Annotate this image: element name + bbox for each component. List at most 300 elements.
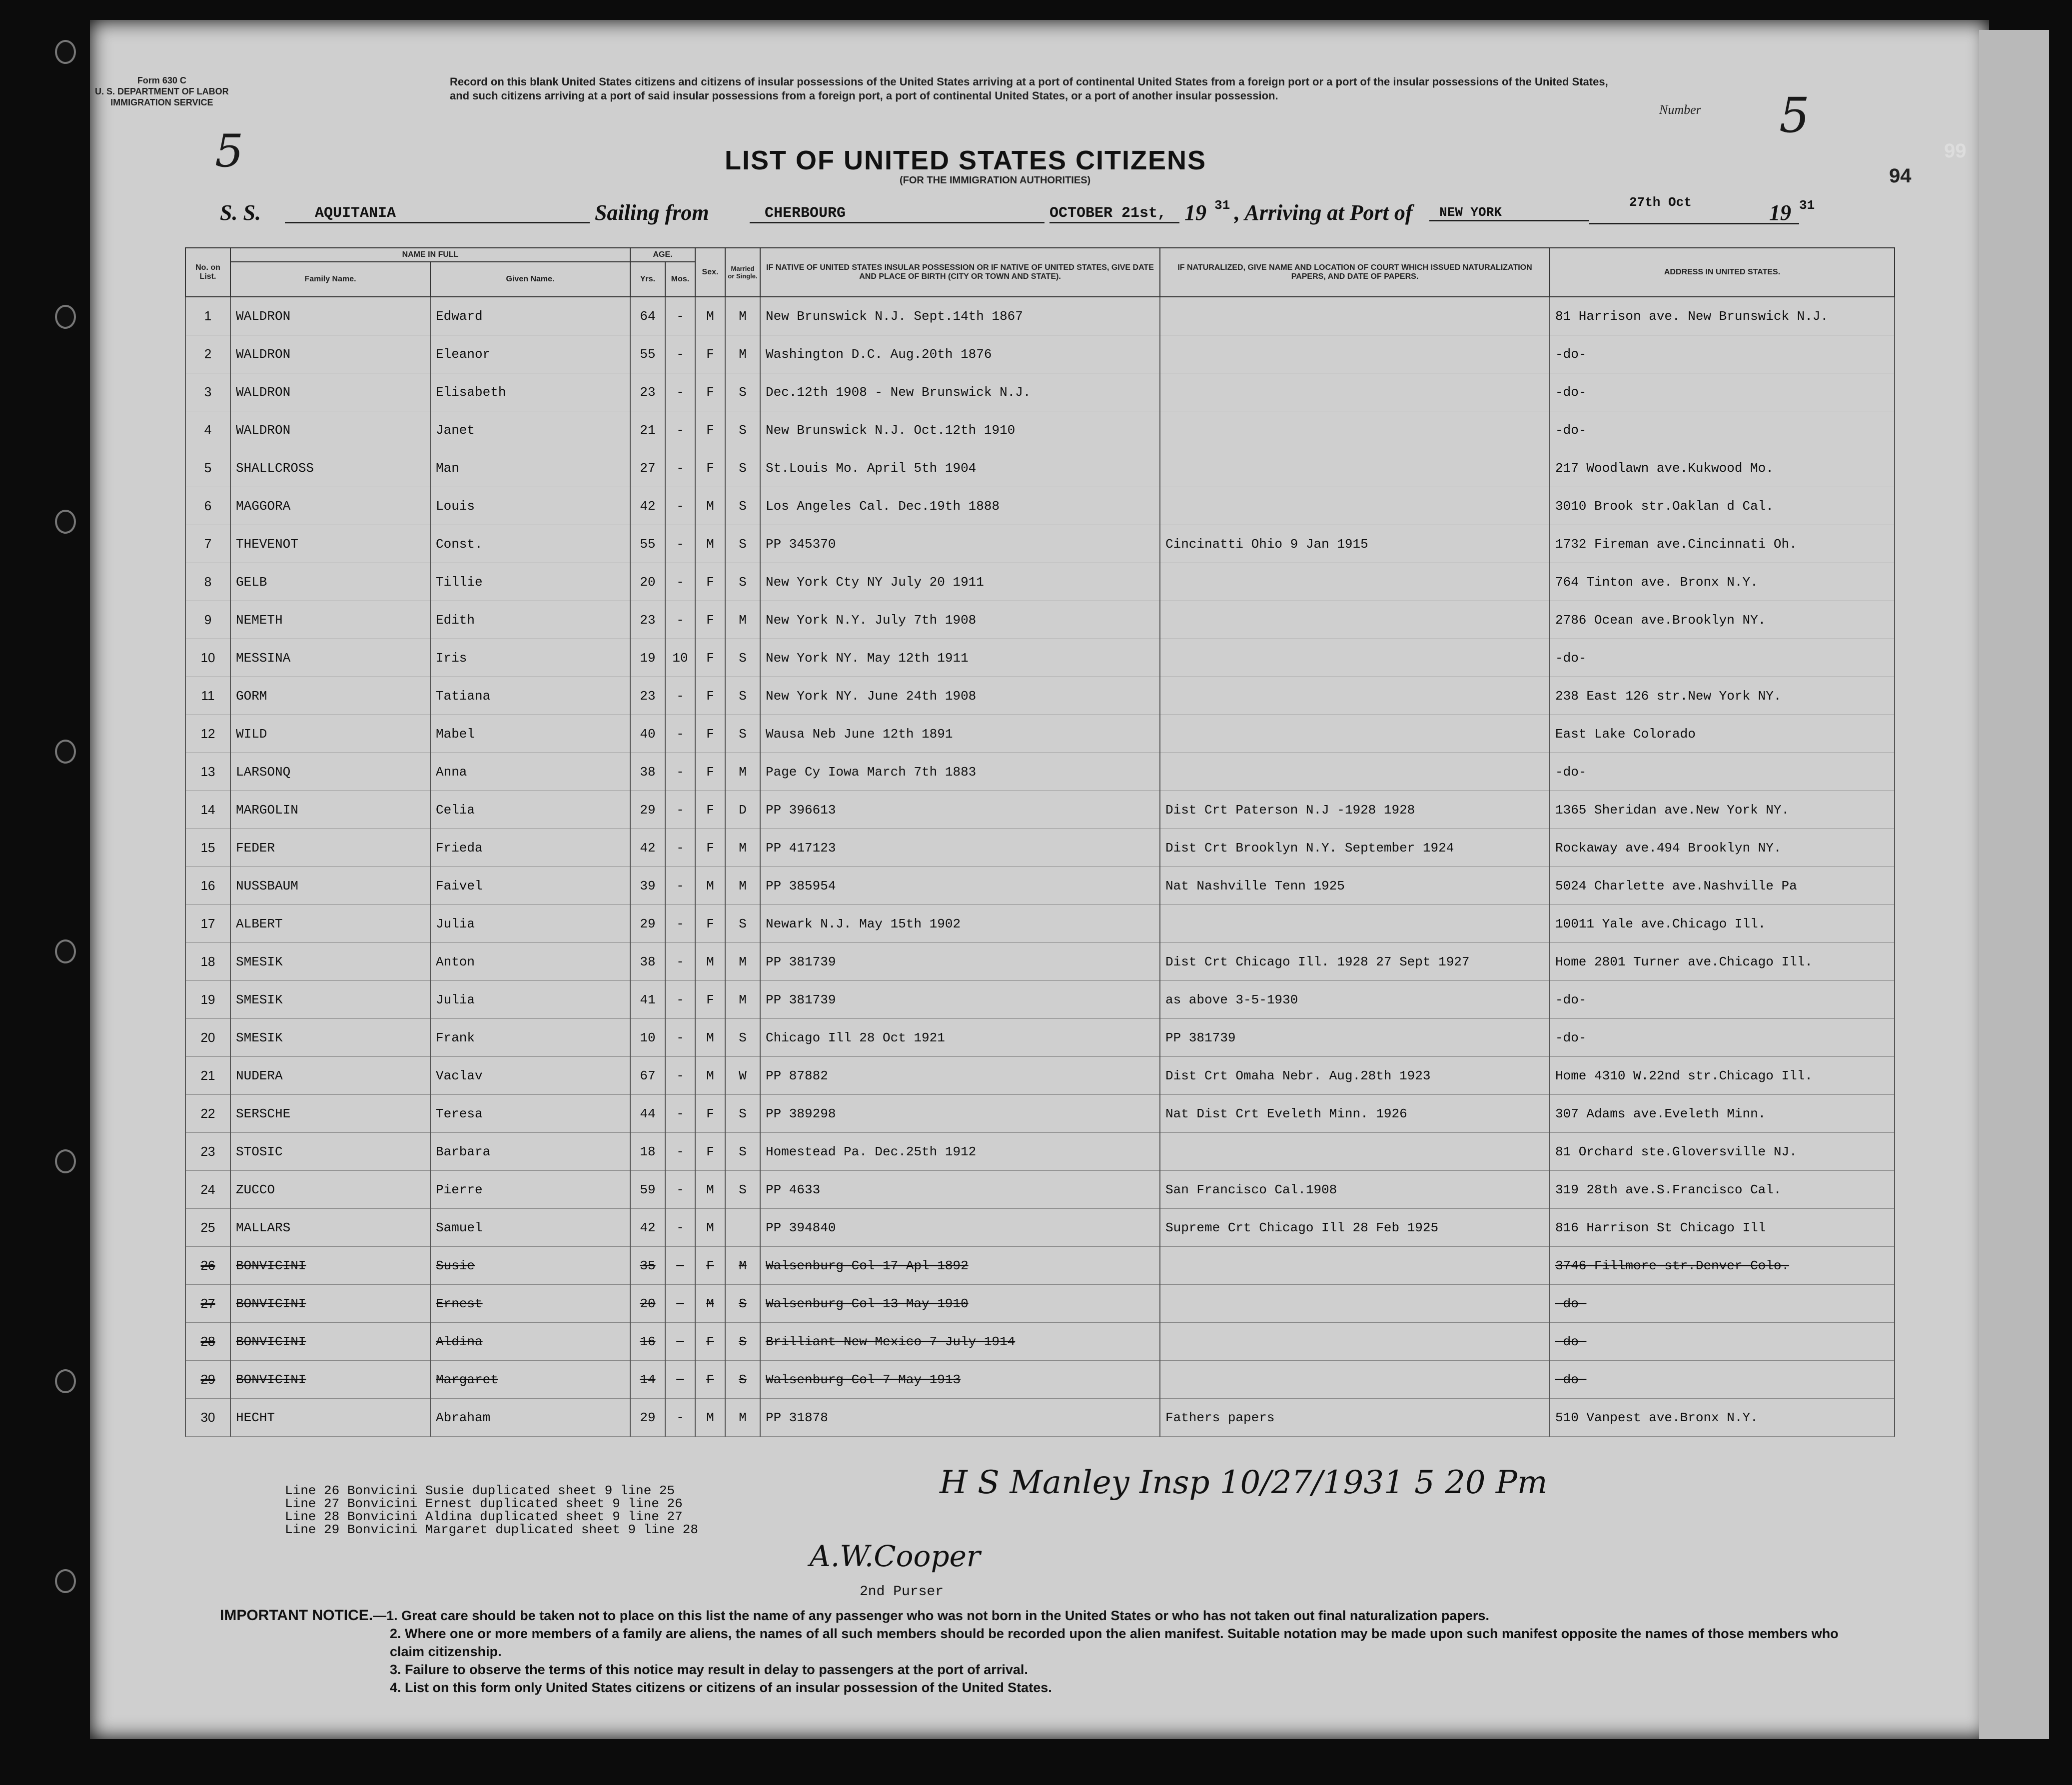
sailing-port: CHERBOURG (750, 205, 1044, 223)
us-address-cell: -do- (1550, 335, 1895, 373)
marital-status-cell: S (725, 1171, 760, 1209)
col-header-birth: IF NATIVE OF UNITED STATES INSULAR POSSESSION OR IF NATIVE OF UNITED STATES, GIVE DATE AND PLACE OF BIRTH (CITY OR TOWN AND STATE). (760, 248, 1160, 297)
given-name-cell: Margaret (430, 1361, 630, 1399)
age-months-cell: - (665, 563, 695, 601)
row-number-cell: 13 (185, 753, 230, 791)
age-months-cell: - (665, 867, 695, 905)
department-label: U. S. DEPARTMENT OF LABOR (95, 86, 229, 96)
given-name-cell: Louis (430, 487, 630, 525)
sex-cell: F (695, 1323, 725, 1361)
row-number-cell: 20 (185, 1019, 230, 1057)
naturalization-info-cell (1160, 601, 1550, 639)
age-years-cell: 42 (630, 829, 665, 867)
sex-cell: F (695, 373, 725, 411)
number-value: 5 (1779, 87, 1810, 143)
naturalization-info-cell (1160, 1285, 1550, 1323)
table-row (185, 753, 1895, 791)
birth-info-cell: PP 31878 (760, 1399, 1160, 1437)
intro-text: Record on this blank United States citizens and citizens of insular possessions of the United States arriving at a port of continental United States from a foreign port or a port of the insular possessions of the United States, and such citizens arriving at a port of said insular possessions from a foreign port, a port of continental United States, or a port of another insular possession. (450, 75, 1608, 102)
marital-status-cell: S (725, 905, 760, 943)
naturalization-info-cell (1160, 563, 1550, 601)
table-row (185, 563, 1895, 601)
age-years-cell: 39 (630, 867, 665, 905)
row-number-cell: 19 (185, 981, 230, 1019)
naturalization-info-cell: Dist Crt Paterson N.J -1928 1928 (1160, 791, 1550, 829)
marital-status-cell: S (725, 677, 760, 715)
binder-hole (55, 305, 76, 329)
marital-status-cell: S (725, 1323, 760, 1361)
marital-status-cell: M (725, 335, 760, 373)
birth-info-cell: New York Cty NY July 20 1911 (760, 563, 1160, 601)
row-number-cell: 8 (185, 563, 230, 601)
row-number-cell: 18 (185, 943, 230, 981)
age-months-cell: - (665, 1361, 695, 1399)
us-address-cell: 307 Adams ave.Eveleth Minn. (1550, 1095, 1895, 1133)
table-row (185, 1399, 1895, 1437)
age-years-cell: 55 (630, 335, 665, 373)
family-name-cell: MAGGORA (230, 487, 430, 525)
row-number-cell: 1 (185, 297, 230, 335)
sex-cell: M (695, 297, 725, 335)
given-name-cell: Anton (430, 943, 630, 981)
page-subtitle: (FOR THE IMMIGRATION AUTHORITIES) (900, 175, 1091, 186)
family-name-cell: SMESIK (230, 943, 430, 981)
age-months-cell: - (665, 791, 695, 829)
sex-cell: F (695, 1247, 725, 1285)
family-name-cell: BONVICINI (230, 1361, 430, 1399)
us-address-cell: Rockaway ave.494 Brooklyn NY. (1550, 829, 1895, 867)
given-name-cell: Tillie (430, 563, 630, 601)
sex-cell: M (695, 1399, 725, 1437)
age-years-cell: 23 (630, 373, 665, 411)
table-row (185, 943, 1895, 981)
table-row (185, 411, 1895, 449)
row-number-cell: 11 (185, 677, 230, 715)
table-row (185, 335, 1895, 373)
row-number-cell: 9 (185, 601, 230, 639)
age-months-cell: - (665, 449, 695, 487)
family-name-cell: MALLARS (230, 1209, 430, 1247)
naturalization-info-cell (1160, 715, 1550, 753)
sex-cell: M (695, 487, 725, 525)
table-row (185, 525, 1895, 563)
row-number-cell: 29 (185, 1361, 230, 1399)
naturalization-info-cell (1160, 411, 1550, 449)
us-address-cell: 1365 Sheridan ave.New York NY. (1550, 791, 1895, 829)
family-name-cell: ALBERT (230, 905, 430, 943)
age-years-cell: 29 (630, 1399, 665, 1437)
birth-info-cell: New York N.Y. July 7th 1908 (760, 601, 1160, 639)
marital-status-cell: M (725, 867, 760, 905)
us-address-cell: -do- (1550, 373, 1895, 411)
row-number-cell: 5 (185, 449, 230, 487)
row-number-cell: 24 (185, 1171, 230, 1209)
sex-cell: F (695, 791, 725, 829)
sex-cell: M (695, 943, 725, 981)
marital-status-cell: S (725, 373, 760, 411)
duplicate-notes (285, 1484, 698, 1536)
birth-info-cell: Chicago Ill 28 Oct 1921 (760, 1019, 1160, 1057)
sex-cell: M (695, 1057, 725, 1095)
row-number-cell: 23 (185, 1133, 230, 1171)
table-row (185, 905, 1895, 943)
number-label: Number (1659, 102, 1701, 117)
age-months-cell: 10 (665, 639, 695, 677)
age-years-cell: 20 (630, 563, 665, 601)
birth-info-cell: Washington D.C. Aug.20th 1876 (760, 335, 1160, 373)
age-years-cell: 64 (630, 297, 665, 335)
us-address-cell: -do- (1550, 753, 1895, 791)
birth-info-cell: PP 87882 (760, 1057, 1160, 1095)
sex-cell: M (695, 1019, 725, 1057)
age-years-cell: 41 (630, 981, 665, 1019)
sex-cell: F (695, 981, 725, 1019)
marital-status-cell: S (725, 1133, 760, 1171)
given-name-cell: Susie (430, 1247, 630, 1285)
row-number-cell: 30 (185, 1399, 230, 1437)
table-row (185, 601, 1895, 639)
row-number-cell: 2 (185, 335, 230, 373)
us-address-cell: 81 Orchard ste.Gloversville NJ. (1550, 1133, 1895, 1171)
given-name-cell: Barbara (430, 1133, 630, 1171)
family-name-cell: FEDER (230, 829, 430, 867)
given-name-cell: Julia (430, 981, 630, 1019)
table-row (185, 449, 1895, 487)
naturalization-info-cell: Cincinatti Ohio 9 Jan 1915 (1160, 525, 1550, 563)
page-mark: 5 (215, 125, 244, 177)
sex-cell: F (695, 829, 725, 867)
col-header-yrs: Yrs. (630, 262, 665, 297)
given-name-cell: Eleanor (430, 335, 630, 373)
age-months-cell: - (665, 1399, 695, 1437)
naturalization-info-cell: Dist Crt Brooklyn N.Y. September 1924 (1160, 829, 1550, 867)
given-name-cell: Frieda (430, 829, 630, 867)
note-line: Line 28 Bonvicini Aldina duplicated sheet 9 line 27 (285, 1509, 683, 1524)
age-years-cell: 21 (630, 411, 665, 449)
age-months-cell: - (665, 373, 695, 411)
birth-info-cell: Wausa Neb June 12th 1891 (760, 715, 1160, 753)
family-name-cell: SMESIK (230, 1019, 430, 1057)
arrival-year-prefix: 19 (1769, 200, 1791, 225)
family-name-cell: SMESIK (230, 981, 430, 1019)
us-address-cell: -do- (1550, 1361, 1895, 1399)
naturalization-info-cell: Fathers papers (1160, 1399, 1550, 1437)
given-name-cell: Teresa (430, 1095, 630, 1133)
naturalization-info-cell: Supreme Crt Chicago Ill 28 Feb 1925 (1160, 1209, 1550, 1247)
col-header-given: Given Name. (430, 262, 630, 297)
sex-cell: F (695, 449, 725, 487)
family-name-cell: NEMETH (230, 601, 430, 639)
naturalization-info-cell (1160, 297, 1550, 335)
given-name-cell: Pierre (430, 1171, 630, 1209)
given-name-cell: Abraham (430, 1399, 630, 1437)
given-name-cell: Elisabeth (430, 373, 630, 411)
us-address-cell: 1732 Fireman ave.Cincinnati Oh. (1550, 525, 1895, 563)
table-row (185, 297, 1895, 335)
row-number-cell: 14 (185, 791, 230, 829)
given-name-cell: Edward (430, 297, 630, 335)
age-months-cell: - (665, 829, 695, 867)
col-header-naturalized: IF NATURALIZED, GIVE NAME AND LOCATION OF COURT WHICH ISSUED NATURALIZATION PAPERS, AND DATE OF PAPERS. (1160, 248, 1550, 297)
given-name-cell: Tatiana (430, 677, 630, 715)
us-address-cell: East Lake Colorado (1550, 715, 1895, 753)
us-address-cell: -do- (1550, 1285, 1895, 1323)
notice-heading: IMPORTANT NOTICE. (220, 1607, 373, 1624)
us-address-cell: 5024 Charlette ave.Nashville Pa (1550, 867, 1895, 905)
row-number-cell: 26 (185, 1247, 230, 1285)
purser-signature: A.W.Cooper (810, 1539, 981, 1573)
us-address-cell: 3746 Fillmore str.Denver Colo. (1550, 1247, 1895, 1285)
age-months-cell: - (665, 1209, 695, 1247)
row-number-cell: 25 (185, 1209, 230, 1247)
age-months-cell: - (665, 905, 695, 943)
given-name-cell: Anna (430, 753, 630, 791)
age-years-cell: 19 (630, 639, 665, 677)
marital-status-cell: S (725, 411, 760, 449)
row-number-cell: 3 (185, 373, 230, 411)
table-row (185, 715, 1895, 753)
table-row (185, 1247, 1895, 1285)
family-name-cell: WALDRON (230, 297, 430, 335)
family-name-cell: BONVICINI (230, 1285, 430, 1323)
naturalization-info-cell: Dist Crt Omaha Nebr. Aug.28th 1923 (1160, 1057, 1550, 1095)
age-years-cell: 59 (630, 1171, 665, 1209)
age-years-cell: 35 (630, 1247, 665, 1285)
binder-hole (55, 1369, 76, 1393)
table-row (185, 487, 1895, 525)
given-name-cell: Janet (430, 411, 630, 449)
table-row (185, 1361, 1895, 1399)
us-address-cell: 319 28th ave.S.Francisco Cal. (1550, 1171, 1895, 1209)
age-months-cell: - (665, 981, 695, 1019)
marital-status-cell: M (725, 1247, 760, 1285)
us-address-cell: 10011 Yale ave.Chicago Ill. (1550, 905, 1895, 943)
age-years-cell: 10 (630, 1019, 665, 1057)
us-address-cell: 2786 Ocean ave.Brooklyn NY. (1550, 601, 1895, 639)
sex-cell: F (695, 601, 725, 639)
family-name-cell: MESSINA (230, 639, 430, 677)
us-address-cell: -do- (1550, 981, 1895, 1019)
binder-hole (55, 40, 76, 64)
birth-info-cell: Walsenburg Col 7 May 1913 (760, 1361, 1160, 1399)
ship-name: AQUITANIA (285, 205, 590, 223)
age-months-cell: - (665, 943, 695, 981)
birth-info-cell: New York NY. June 24th 1908 (760, 677, 1160, 715)
binder-hole (55, 1569, 76, 1593)
family-name-cell: BONVICINI (230, 1323, 430, 1361)
sex-cell: F (695, 677, 725, 715)
family-name-cell: GORM (230, 677, 430, 715)
age-months-cell: - (665, 715, 695, 753)
age-months-cell: - (665, 1247, 695, 1285)
side-number-2: 99 (1944, 140, 1967, 162)
arriving-label: , Arriving at Port of (1234, 200, 1413, 225)
row-number-cell: 22 (185, 1095, 230, 1133)
row-number-cell: 10 (185, 639, 230, 677)
table-row (185, 1095, 1895, 1133)
age-years-cell: 38 (630, 943, 665, 981)
family-name-cell: WALDRON (230, 335, 430, 373)
underlying-page-edge (1979, 30, 2049, 1739)
sex-cell: M (695, 1285, 725, 1323)
sex-cell: F (695, 411, 725, 449)
manifest-table (185, 247, 1895, 1437)
us-address-cell: 510 Vanpest ave.Bronx N.Y. (1550, 1399, 1895, 1437)
age-months-cell: - (665, 1019, 695, 1057)
us-address-cell: Home 4310 W.22nd str.Chicago Ill. (1550, 1057, 1895, 1095)
given-name-cell: Aldina (430, 1323, 630, 1361)
age-years-cell: 67 (630, 1057, 665, 1095)
sex-cell: F (695, 1095, 725, 1133)
arrival-year-suffix: 31 (1799, 198, 1815, 213)
birth-info-cell: New Brunswick N.J. Sept.14th 1867 (760, 297, 1160, 335)
binder-hole (55, 1149, 76, 1173)
age-years-cell: 18 (630, 1133, 665, 1171)
naturalization-info-cell (1160, 677, 1550, 715)
marital-status-cell: S (725, 715, 760, 753)
family-name-cell: SERSCHE (230, 1095, 430, 1133)
naturalization-info-cell (1160, 335, 1550, 373)
sex-cell: F (695, 753, 725, 791)
us-address-cell: 217 Woodlawn ave.Kukwood Mo. (1550, 449, 1895, 487)
age-months-cell: - (665, 297, 695, 335)
sex-cell: F (695, 563, 725, 601)
marital-status-cell: D (725, 791, 760, 829)
birth-info-cell: St.Louis Mo. April 5th 1904 (760, 449, 1160, 487)
us-address-cell: -do- (1550, 411, 1895, 449)
age-years-cell: 42 (630, 1209, 665, 1247)
family-name-cell: GELB (230, 563, 430, 601)
table-row (185, 1323, 1895, 1361)
row-number-cell: 15 (185, 829, 230, 867)
family-name-cell: LARSONQ (230, 753, 430, 791)
birth-info-cell: Newark N.J. May 15th 1902 (760, 905, 1160, 943)
given-name-cell: Man (430, 449, 630, 487)
us-address-cell: Home 2801 Turner ave.Chicago Ill. (1550, 943, 1895, 981)
inspector-signature: H S Manley Insp 10/27/1931 5 20 Pm (940, 1464, 1548, 1501)
birth-info-cell: Homestead Pa. Dec.25th 1912 (760, 1133, 1160, 1171)
marital-status-cell: M (725, 1399, 760, 1437)
table-row (185, 639, 1895, 677)
age-months-cell: - (665, 1323, 695, 1361)
row-number-cell: 21 (185, 1057, 230, 1095)
sex-cell: F (695, 335, 725, 373)
marital-status-cell (725, 1209, 760, 1247)
sailing-date: OCTOBER 21st, (1049, 205, 1179, 223)
notice-item: 4. List on this form only United States citizens or citizens of an insular possession of the United States. (390, 1680, 1052, 1695)
birth-info-cell: PP 345370 (760, 525, 1160, 563)
naturalization-info-cell (1160, 905, 1550, 943)
us-address-cell: 764 Tinton ave. Bronx N.Y. (1550, 563, 1895, 601)
sailing-label: Sailing from (595, 200, 709, 225)
us-address-cell: 238 East 126 str.New York NY. (1550, 677, 1895, 715)
birth-info-cell: Brilliant New Mexico 7 July 1914 (760, 1323, 1160, 1361)
col-header-no: No. on List. (185, 248, 230, 297)
age-months-cell: - (665, 753, 695, 791)
note-line: Line 26 Bonvicini Susie duplicated sheet 9 line 25 (285, 1483, 675, 1498)
marital-status-cell: S (725, 487, 760, 525)
given-name-cell: Frank (430, 1019, 630, 1057)
sex-cell: M (695, 1209, 725, 1247)
sex-cell: F (695, 905, 725, 943)
notice-item: 1. Great care should be taken not to place on this list the name of any passenger who was not born in the United States or who has not taken out final naturalization papers. (386, 1608, 1489, 1623)
birth-info-cell: Walsenburg Col 17 Apl 1892 (760, 1247, 1160, 1285)
given-name-cell: Celia (430, 791, 630, 829)
sex-cell: F (695, 639, 725, 677)
naturalization-info-cell: as above 3-5-1930 (1160, 981, 1550, 1019)
important-notice: IMPORTANT NOTICE.—1. Great care should be taken not to place on this list the name of any passenger who was not born in the United States or who has not taken out final naturalization papers. 2. Where one or more members of a family are aliens, the names of all such members should be recorded upon the alien manifest. Suitable notation may be made upon such manifest opposite the names of those members who claim citizenship. 3. Failure to observe the terms of this notice may result in delay to passengers at the port of arrival. 4. List on this form only United States citizens or citizens of an insular possession of the United States. (220, 1607, 1869, 1697)
binder-hole (55, 740, 76, 764)
arrival-date: 27th Oct (1589, 195, 1799, 224)
age-years-cell: 23 (630, 677, 665, 715)
family-name-cell: SHALLCROSS (230, 449, 430, 487)
page-title: LIST OF UNITED STATES CITIZENS (725, 145, 1206, 175)
us-address-cell: -do- (1550, 639, 1895, 677)
age-months-cell: - (665, 1095, 695, 1133)
marital-status-cell: M (725, 601, 760, 639)
age-months-cell: - (665, 601, 695, 639)
given-name-cell: Vaclav (430, 1057, 630, 1095)
row-number-cell: 12 (185, 715, 230, 753)
marital-status-cell: S (725, 639, 760, 677)
age-years-cell: 29 (630, 791, 665, 829)
naturalization-info-cell (1160, 373, 1550, 411)
age-years-cell: 42 (630, 487, 665, 525)
voyage-line (220, 195, 1829, 230)
notice-item: 3. Failure to observe the terms of this notice may result in delay to passengers at the port of arrival. (390, 1662, 1028, 1677)
note-line: Line 27 Bonvicini Ernest duplicated sheet 9 line 26 (285, 1496, 683, 1511)
table-row (185, 1285, 1895, 1323)
col-header-married: Married or Single. (725, 248, 760, 297)
sex-cell: M (695, 1171, 725, 1209)
given-name-cell: Edith (430, 601, 630, 639)
us-address-cell: -do- (1550, 1019, 1895, 1057)
naturalization-info-cell (1160, 1323, 1550, 1361)
birth-info-cell: Los Angeles Cal. Dec.19th 1888 (760, 487, 1160, 525)
us-address-cell: 3010 Brook str.Oaklan d Cal. (1550, 487, 1895, 525)
table-row (185, 1019, 1895, 1057)
marital-status-cell: S (725, 449, 760, 487)
given-name-cell: Faivel (430, 867, 630, 905)
age-months-cell: - (665, 1285, 695, 1323)
age-years-cell: 23 (630, 601, 665, 639)
us-address-cell: 81 Harrison ave. New Brunswick N.J. (1550, 297, 1895, 335)
marital-status-cell: S (725, 525, 760, 563)
naturalization-info-cell (1160, 449, 1550, 487)
birth-info-cell: New York NY. May 12th 1911 (760, 639, 1160, 677)
row-number-cell: 7 (185, 525, 230, 563)
family-name-cell: THEVENOT (230, 525, 430, 563)
manifest-rows (185, 297, 1895, 1437)
binder-hole (55, 939, 76, 963)
age-years-cell: 44 (630, 1095, 665, 1133)
age-months-cell: - (665, 677, 695, 715)
naturalization-info-cell (1160, 1133, 1550, 1171)
age-years-cell: 40 (630, 715, 665, 753)
marital-status-cell: S (725, 1285, 760, 1323)
row-number-cell: 16 (185, 867, 230, 905)
naturalization-info-cell: Dist Crt Chicago Ill. 1928 27 Sept 1927 (1160, 943, 1550, 981)
table-row (185, 677, 1895, 715)
note-line: Line 29 Bonvicini Margaret duplicated sheet 9 line 28 (285, 1522, 698, 1537)
col-header-mos: Mos. (665, 262, 695, 297)
row-number-cell: 6 (185, 487, 230, 525)
marital-status-cell: S (725, 1019, 760, 1057)
marital-status-cell: S (725, 563, 760, 601)
ss-label: S. S. (220, 200, 261, 225)
table-row (185, 829, 1895, 867)
marital-status-cell: W (725, 1057, 760, 1095)
